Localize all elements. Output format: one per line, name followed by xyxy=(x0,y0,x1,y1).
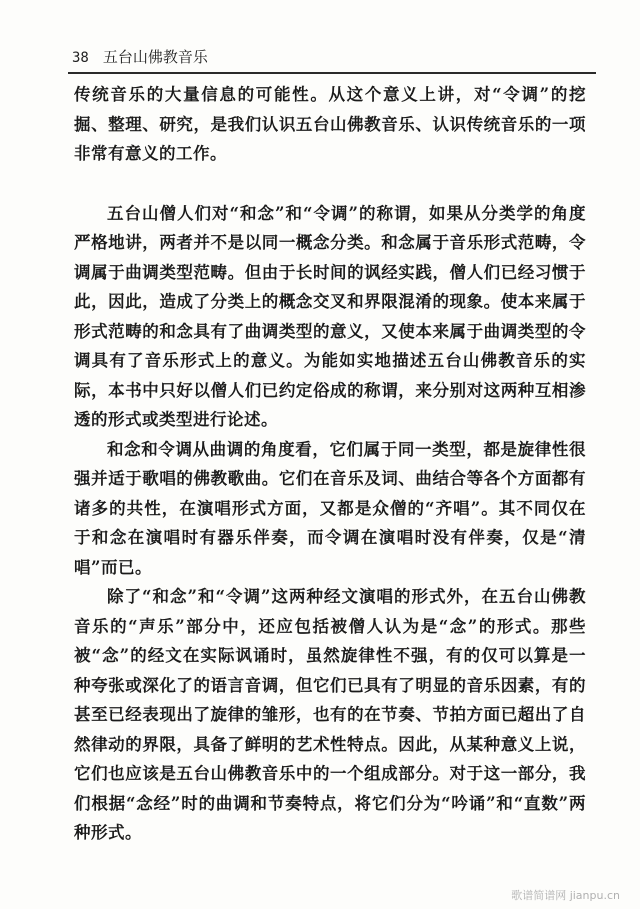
paragraph-1: 传统音乐的大量信息的可能性。从这个意义上讲，对“令调”的挖掘、整理、研究，是我们认识五台山佛教音乐、认识传统音乐的一项非常有意义的工作。 xyxy=(74,85,586,163)
paragraph-2: 五台山僧人们对“和念”和“令调”的称谓，如果从分类学的角度严格地讲，两者并不是以同一概念分类。和念属于音乐形式范畴，令调属于曲调类型范畴。但由于长时间的讽经实践，僧人们已经习惯于此，因此，造成了分类上的概念交叉和界限混淆的现象。使本来属于形式范畴的和念具有了曲调类型的意义，又使本来属于曲调类型的令调具有了音乐形式上的意义。为能如实地描述五台山佛教音乐的实际，本书中只好以僧人们已约定俗成的称谓，来分别对这两种互相渗透的形式或类型进行论述。 xyxy=(74,203,586,429)
body-text xyxy=(74,80,586,848)
header-rule xyxy=(68,72,596,74)
paragraph-3: 和念和令调从曲调的角度看，它们属于同一类型，都是旋律性很强并适于歌唱的佛教歌曲。它们在音乐及词、曲结合等各个方面都有诸多的共性，在演唱形式方面，又都是众僧的“齐唱”。其不同仅在于和念在演唱时有器乐伴奏，而令调在演唱时没有伴奏，仅是“清唱”而已。 xyxy=(74,439,586,577)
watermark: 歌谱简谱网 jianpu.cn xyxy=(511,889,620,902)
paragraph-4: 除了“和念”和“令调”这两种经文演唱的形式外，在五台山佛教音乐的“声乐”部分中，还应包括被僧人认为是“念”的形式。那些被“念”的经文在实际讽诵时，虽然旋律性不强，有的仅可以算是一种夸张或深化了的语言音调，但它们已具有了明显的音乐因素，有的甚至已经表现出了旋律的雏形，也有的在节奏、节拍方面已超出了自然律动的界限，具备了鲜明的艺术性特点。因此，从某种意义上说，它们也应该是五台山佛教音乐中的一个组成部分。对于这一部分，我们根据“念经”时的曲调和节奏特点，将它们分为“吟诵”和“直数”两种形式。 xyxy=(74,587,586,842)
page-header xyxy=(72,46,208,67)
page-number: 38 xyxy=(72,50,89,66)
running-title: 五台山佛教音乐 xyxy=(102,48,208,66)
